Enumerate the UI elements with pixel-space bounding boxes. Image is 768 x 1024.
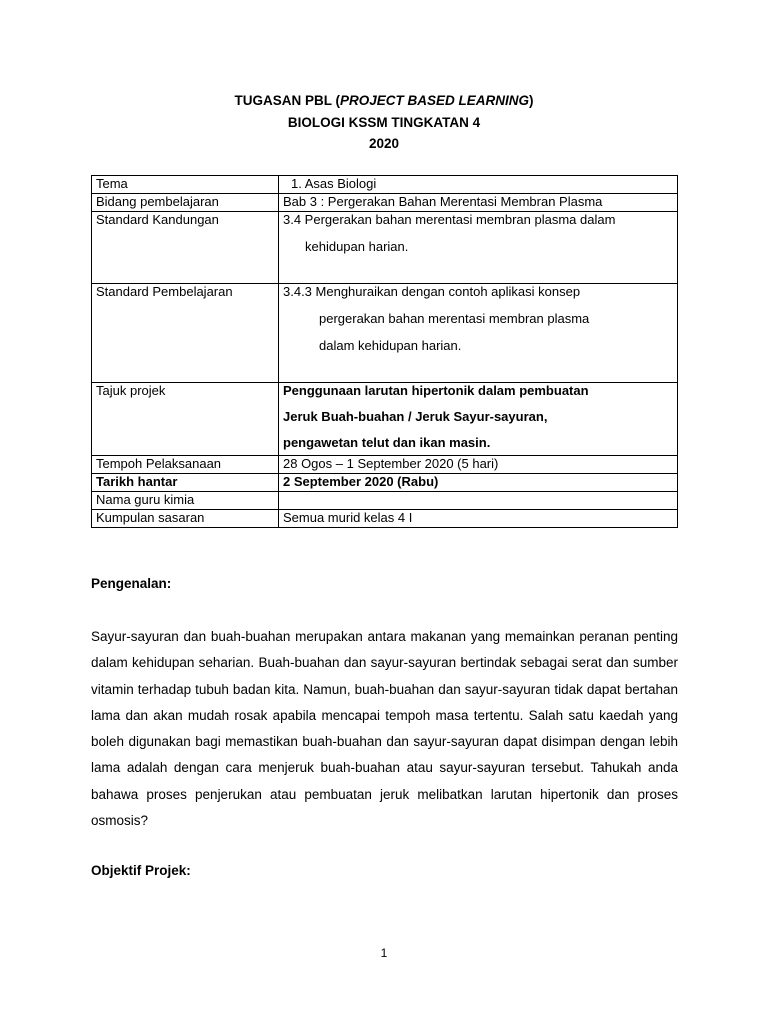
document-title-year: 2020 bbox=[368, 136, 400, 151]
value-nama-guru bbox=[279, 492, 678, 510]
row-nama-guru bbox=[92, 492, 678, 510]
label-standard-kandungan: Standard Kandungan bbox=[92, 212, 279, 284]
row-tarikh bbox=[92, 474, 678, 492]
row-tajuk bbox=[92, 383, 678, 456]
tajuk-line1: Penggunaan larutan hipertonik dalam pembuatan bbox=[283, 383, 589, 398]
value-tajuk bbox=[279, 383, 678, 456]
page-number: 1 bbox=[380, 946, 388, 960]
title-suffix: ) bbox=[529, 93, 534, 108]
sk-line2: kehidupan harian. bbox=[305, 239, 409, 254]
label-bidang: Bidang pembelajaran bbox=[92, 194, 279, 212]
value-bidang: Bab 3 : Pergerakan Bahan Merentasi Membran Plasma bbox=[279, 194, 678, 212]
label-standard-pembelajaran: Standard Pembelajaran bbox=[92, 284, 279, 383]
title-italic: PROJECT BASED LEARNING bbox=[339, 93, 530, 108]
document-title-line1 bbox=[0, 93, 768, 108]
value-tarikh: 2 September 2020 (Rabu) bbox=[279, 474, 678, 492]
tajuk-line2: Jeruk Buah-buahan / Jeruk Sayur-sayuran, bbox=[283, 409, 548, 424]
sp-line2: pergerakan bahan merentasi membran plasma bbox=[319, 311, 590, 326]
value-kumpulan: Semua murid kelas 4 I bbox=[279, 510, 678, 528]
row-kumpulan bbox=[92, 510, 678, 528]
intro-paragraph: Sayur-sayuran dan buah-buahan merupakan antara makanan yang memainkan peranan penting dalam kehidupan seharian. Buah-buahan dan sayur-sayuran bertindak sebagai serat dan sumber vitamin terhadap tubuh badan kita. Namun, buah-buahan dan sayur-sayuran tidak dapat bertahan lama dan akan mudah rosak apabila mencapai tempoh masa tertentu. Salah satu kaedah yang boleh digunakan bagi memastikan buah-buahan dan sayur-sayuran dapat disimpan dengan lebih lama adalah dengan cara menjeruk buah-buahan atau sayur-sayuran tersebut. Tahukah anda bahawa proses penjerukan atau pembuatan jeruk melibatkan larutan hipertonik dan proses osmosis? bbox=[91, 629, 678, 829]
project-info-table bbox=[91, 175, 678, 528]
sp-line3: dalam kehidupan harian. bbox=[319, 338, 462, 353]
value-tema: 1. Asas Biologi bbox=[279, 176, 678, 194]
value-standard-kandungan bbox=[279, 212, 678, 284]
sk-line1: 3.4 Pergerakan bahan merentasi membran plasma dalam bbox=[283, 212, 616, 227]
sp-line1: 3.4.3 Menghuraikan dengan contoh aplikasi konsep bbox=[283, 284, 581, 299]
label-kumpulan: Kumpulan sasaran bbox=[92, 510, 279, 528]
value-tempoh: 28 Ogos – 1 September 2020 (5 hari) bbox=[279, 456, 678, 474]
label-tempoh: Tempoh Pelaksanaan bbox=[92, 456, 279, 474]
document-title-line2: BIOLOGI KSSM TINGKATAN 4 bbox=[287, 115, 481, 130]
row-tempoh bbox=[92, 456, 678, 474]
label-tema: Tema bbox=[92, 176, 279, 194]
intro-heading: Pengenalan: bbox=[91, 576, 172, 591]
row-standard-pembelajaran bbox=[92, 284, 678, 383]
row-tema bbox=[92, 176, 678, 194]
tajuk-line3: pengawetan telut dan ikan masin. bbox=[283, 435, 491, 450]
label-tajuk: Tajuk projek bbox=[92, 383, 279, 456]
row-standard-kandungan bbox=[92, 212, 678, 284]
objective-heading: Objektif Projek: bbox=[91, 863, 191, 878]
row-bidang bbox=[92, 194, 678, 212]
label-tarikh: Tarikh hantar bbox=[92, 474, 279, 492]
label-nama-guru: Nama guru kimia bbox=[92, 492, 279, 510]
value-standard-pembelajaran bbox=[279, 284, 678, 383]
title-prefix: TUGASAN PBL ( bbox=[234, 93, 340, 108]
